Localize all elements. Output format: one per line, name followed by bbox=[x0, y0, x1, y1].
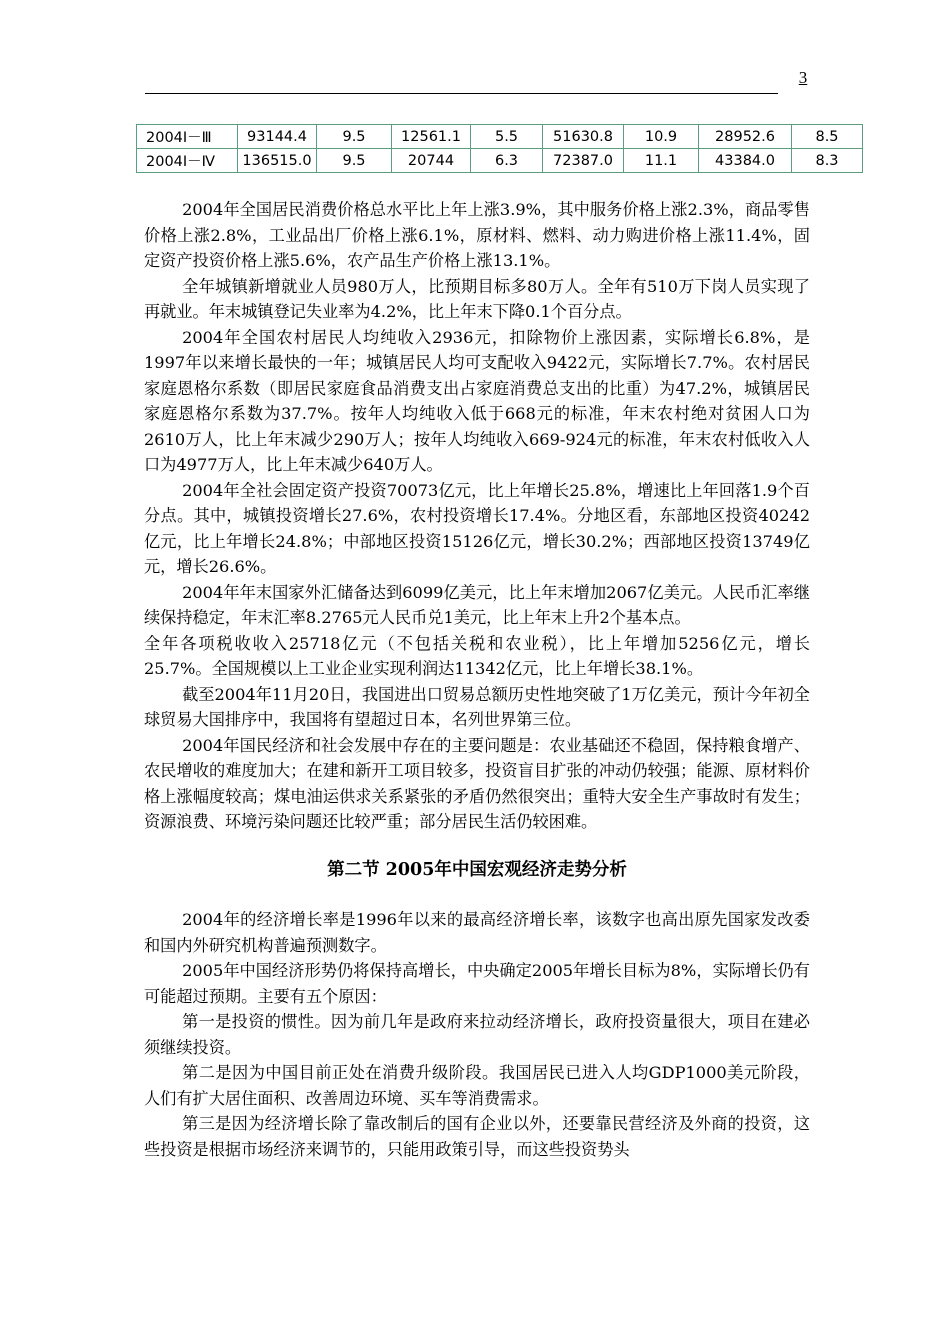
table-cell: 9.5 bbox=[317, 149, 392, 173]
header-rule bbox=[145, 93, 778, 94]
table-cell: 2004Ⅰ－Ⅳ bbox=[137, 149, 238, 173]
table-cell: 93144.4 bbox=[238, 125, 317, 149]
paragraph: 第二是因为中国目前正处在消费升级阶段。我国居民已进入人均GDP1000美元阶段，人们有扩大居住面积、改善周边环境、买车等消费需求。 bbox=[144, 1063, 810, 1108]
section-heading: 第二节 2005年中国宏观经济走势分析 bbox=[327, 859, 627, 880]
paragraph: 2004年全国居民消费价格总水平比上年上涨3.9%，其中服务价格上涨2.3%，商品零售价格上涨2.8%，工业品出厂价格上涨6.1%，原材料、燃料、动力购进价格上涨11.4%，固定资产投资价格上涨5.6%，农产品生产价格上涨13.1%。 bbox=[144, 200, 810, 270]
paragraph: 全年城镇新增就业人员980万人，比预期目标多80万人。全年有510万下岗人员实现了再就业。年末城镇登记失业率为4.2%，比上年末下降0.1个百分点。 bbox=[144, 276, 810, 321]
page-number: 3 bbox=[798, 68, 808, 87]
table-cell: 6.3 bbox=[471, 149, 543, 173]
paragraph: 全年各项税收收入25718亿元（不包括关税和农业税），比上年增加5256亿元，增长25.7%。全国规模以上工业企业实现利润达11342亿元，比上年增长38.1%。 bbox=[144, 633, 810, 678]
paragraph: 2005年中国经济形势仍将保持高增长，中央确定2005年增长目标为8%，实际增长仍有可能超过预期。主要有五个原因： bbox=[144, 961, 810, 1006]
statistics-table bbox=[136, 124, 863, 173]
table-cell: 28952.6 bbox=[699, 125, 792, 149]
paragraph: 2004年国民经济和社会发展中存在的主要问题是：农业基础还不稳固，保持粮食增产、农民增收的难度加大；在建和新开工项目较多，投资盲目扩张的冲动仍较强；能源、原材料价格上涨幅度较高；煤电油运供求关系紧张的矛盾仍然很突出；重特大安全生产事故时有发生；资源浪费、环境污染问题还比较严重；部分居民生活仍较困难。 bbox=[144, 735, 810, 831]
table-cell: 9.5 bbox=[317, 125, 392, 149]
table-cell: 11.1 bbox=[624, 149, 699, 173]
table-cell: 12561.1 bbox=[392, 125, 471, 149]
table-cell: 43384.0 bbox=[699, 149, 792, 173]
paragraph: 2004年年末国家外汇储备达到6099亿美元，比上年末增加2067亿美元。人民币汇率继续保持稳定，年末汇率8.2765元人民币兑1美元，比上年末上升2个基本点。 bbox=[144, 582, 810, 627]
paragraph: 2004年的经济增长率是1996年以来的最高经济增长率，该数字也高出原先国家发改委和国内外研究机构普遍预测数字。 bbox=[144, 910, 810, 955]
table-cell: 51630.8 bbox=[543, 125, 624, 149]
table-cell: 136515.0 bbox=[238, 149, 317, 173]
body-text bbox=[144, 197, 810, 1162]
paragraph: 第三是因为经济增长除了靠改制后的国有企业以外，还要靠民营经济及外商的投资，这些投资是根据市场经济来调节的，只能用政策引导，而这些投资势头 bbox=[144, 1114, 810, 1159]
table-cell: 8.3 bbox=[792, 149, 863, 173]
table-row bbox=[137, 149, 863, 173]
table-row bbox=[137, 125, 863, 149]
table-cell: 8.5 bbox=[792, 125, 863, 149]
table-cell: 5.5 bbox=[471, 125, 543, 149]
paragraph: 第一是投资的惯性。因为前几年是政府来拉动经济增长，政府投资量很大，项目在建必须继续投资。 bbox=[144, 1012, 810, 1057]
paragraph: 截至2004年11月20日，我国进出口贸易总额历史性地突破了1万亿美元，预计今年初全球贸易大国排序中，我国将有望超过日本，名列世界第三位。 bbox=[144, 684, 810, 729]
table-cell: 10.9 bbox=[624, 125, 699, 149]
paragraph: 2004年全国农村居民人均纯收入2936元，扣除物价上涨因素，实际增长6.8%，是1997年以来增长最快的一年；城镇居民人均可支配收入9422元，实际增长7.7%。农村居民家庭恩格尔系数（即居民家庭食品消费支出占家庭消费总支出的比重）为47.2%，城镇居民家庭恩格尔系数为37.7%。按年人均纯收入低于668元的标准，年末农村绝对贫困人口为2610万人，比上年末减少290万人；按年人均纯收入669-924元的标准，年末农村低收入人口为4977万人，比上年末减少640万人。 bbox=[144, 327, 810, 474]
table-cell: 72387.0 bbox=[543, 149, 624, 173]
paragraph: 2004年全社会固定资产投资70073亿元，比上年增长25.8%，增速比上年回落1.9个百分点。其中，城镇投资增长27.6%，农村投资增长17.4%。分地区看，东部地区投资40242亿元，比上年增长24.8%；中部地区投资15126亿元，增长30.2%；西部地区投资13749亿元，增长26.6%。 bbox=[144, 480, 810, 576]
table-cell: 2004Ⅰ－Ⅲ bbox=[137, 125, 238, 149]
table-cell: 20744 bbox=[392, 149, 471, 173]
